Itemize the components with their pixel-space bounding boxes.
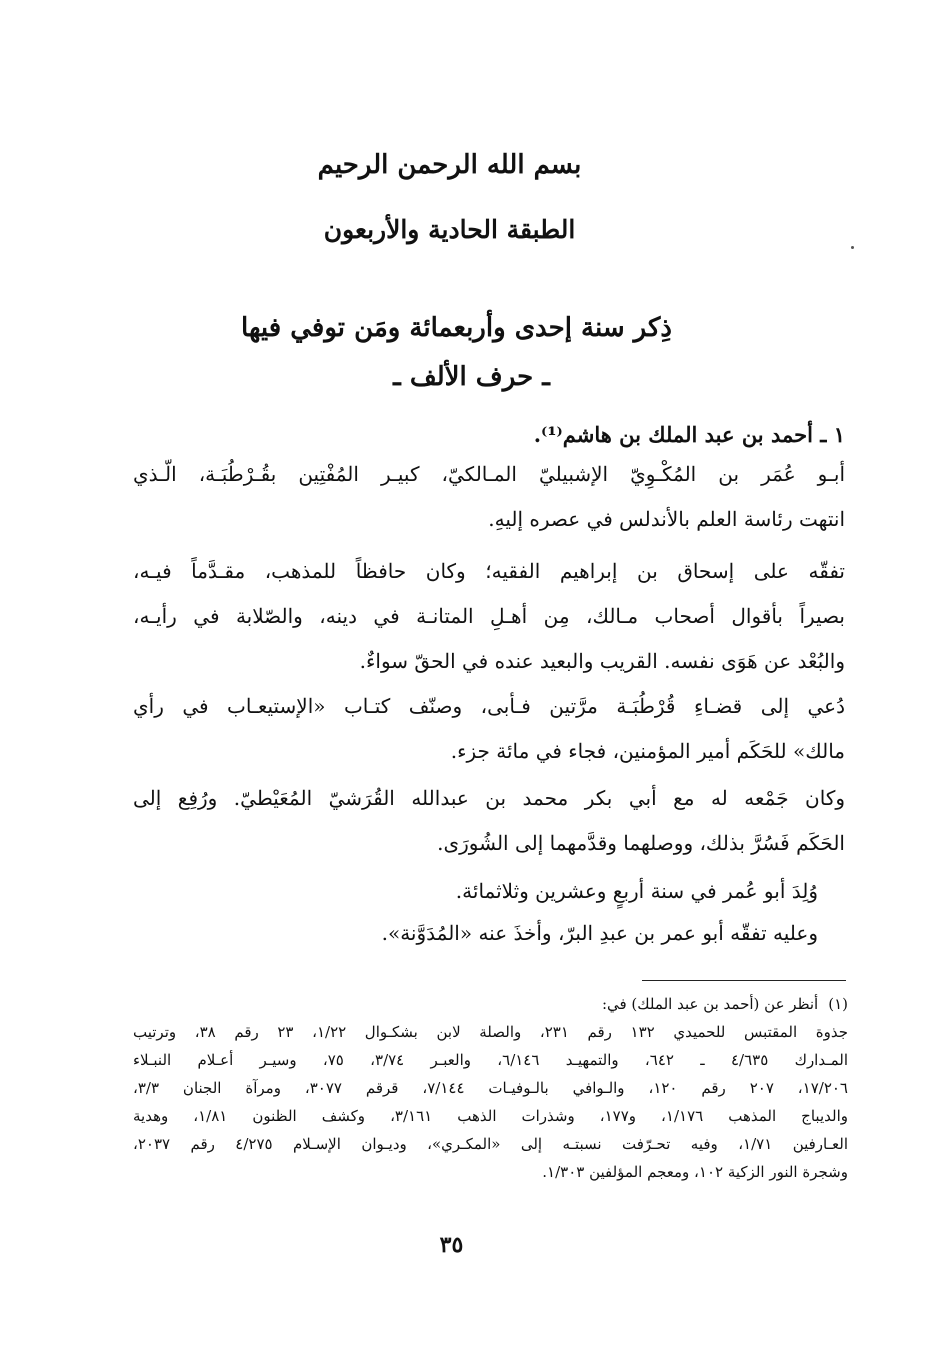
paragraph-line: انتهت رئاسة العلم بالأندلس في عصره إليهِ. <box>488 507 845 531</box>
footnote-line: وشجرة النور الزكية ١٠٢، ومعجم المؤلفين ١/٣٠٣. <box>542 1163 848 1181</box>
paragraph-line: وكان جَمْعه له مع أبي بكر محمد بن عبدالله القُرَشيّ المُعَيْطيّ. ورُفِع إلى <box>133 786 845 810</box>
entry-heading: ١ ـ أحمد بن عبد الملك بن هاشم⁽¹⁾. <box>533 422 845 447</box>
year-section-heading: ذِكر سنة إحدى وأربعمائة ومَن توفي فيها <box>241 313 672 343</box>
paragraph-line: أبـو عُمَر بن المُكْـوِيّ الإشبيليّ المـالكيّ، كبيـر المُفْتِين بقُـرْطُبَـة، الّـذي <box>133 462 845 486</box>
entry-paragraph <box>133 776 845 866</box>
entry-paragraph <box>133 452 845 542</box>
footnote-line: المـدارك ٤/٦٣٥ ـ ٦٤٢، والتمهيـد ٦/١٤٦، والعبـر ٣/٧٤، ٧٥، وسيـر أعـلام النبـلاء <box>133 1051 849 1069</box>
paragraph-line: والبُعْد عن هَوَى نفسه. القريب والبعيد عنده في الحقّ سواءٌ. <box>359 649 845 673</box>
footnote-line: ١٧/٢٠٦، ٢٠٧ رقم ١٢٠، والـوافي بالـوفيـات ٧/١٤٤، قرقم ٣٠٧٧، ومرآة الجنان ٣/٣، <box>133 1079 848 1097</box>
paragraph-line: الحَكَم فَسُرَّ بذلك، ووصلهما وقدَّمهما إلى الشُورَى. <box>437 831 845 855</box>
footnote-line <box>133 990 848 1018</box>
paragraph-line: تفقّه على إسحاق بن إبراهيم الفقيه؛ وكان حافظاً للمذهب، مقـدَّماً فيـه، <box>133 559 846 583</box>
entry-paragraph <box>133 684 845 774</box>
footnote-line: جذوة المقتبس للحميدي ١٣٢ رقم ٢٣١، والصلة لابن بشكـوال ١/٢٢، ٢٣ رقم ٣٨، وترتيب <box>133 1023 849 1041</box>
stray-mark <box>851 246 854 249</box>
footnote-line: والديباج المذهب ١/١٧٦، و١٧٧، وشذرات الذهب ٣/١٦١، وكشف الظنون ١/٨١، وهدية <box>133 1107 848 1125</box>
letter-section-heading: ـ حرف الألف ـ <box>393 362 550 392</box>
basmala-heading: بسم الله الرحمن الرحيم <box>317 150 582 180</box>
paragraph-line: مالك» للحَكَم أمير المؤمنين، فجاء في مائة جزء. <box>450 739 845 763</box>
footnote-number: (١) <box>828 995 848 1013</box>
footnotes <box>133 990 848 1186</box>
paragraph-line: وعليه تفقّه أبو عمر بن عبدِ البرّ، وأخذَ عنه «المُدَوَّنة». <box>381 921 818 945</box>
footnote-text: أنظر عن (أحمد بن عبد الملك) في: <box>601 995 819 1013</box>
tabaqa-heading: الطبقة الحادية والأربعون <box>323 215 576 244</box>
paragraph-line: بصيراً بأقوال أصحاب مـالك، مِن أهـلِ المتانـة في دينه، والصّلابة في رأيـه، <box>133 604 845 628</box>
footnote-divider <box>642 980 846 981</box>
entry-paragraph <box>133 549 845 684</box>
footnote-line: العـارفين ١/٧١، وفيه تحـرّفت نسبتـه إلى «المكـري»، وديـوان الإسـلام ٤/٢٧٥ رقم ٢٠٣٧، <box>133 1135 848 1153</box>
paragraph-line: دُعي إلى قضـاءِ قُرْطُبَـة مرَّتين فـأبى، وصنّف كتـاب «الإستيعـاب في رأي <box>133 694 845 718</box>
page-number: ٣٥ <box>439 1232 464 1258</box>
entry-paragraph <box>128 870 818 954</box>
paragraph-line: وُلِدَ أبو عُمر في سنة أربعٍ وعشرين وثلاثمائة. <box>455 879 818 903</box>
